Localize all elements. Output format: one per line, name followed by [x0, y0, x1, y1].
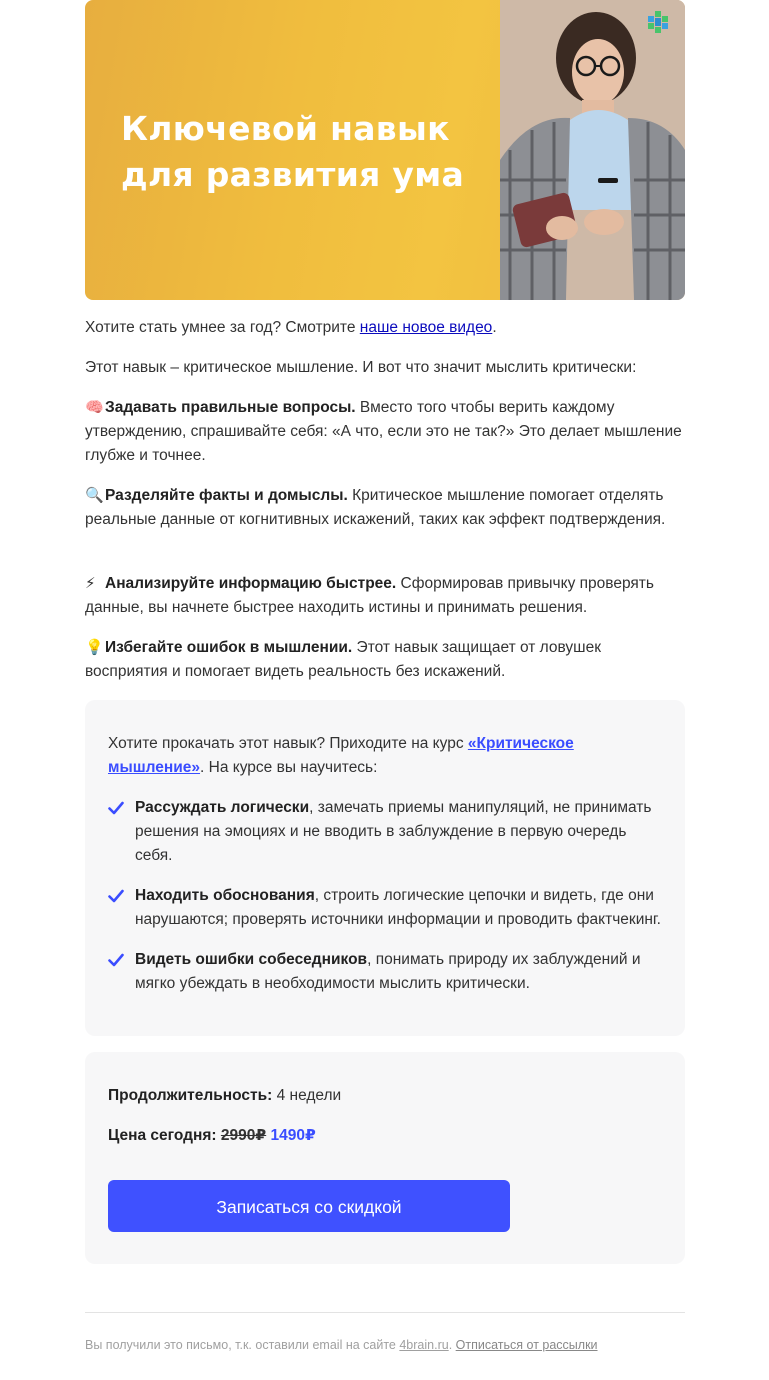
magnifier-icon: 🔍	[85, 487, 104, 504]
hero-title-line2: для развития ума	[121, 155, 465, 194]
checkmark-icon	[108, 889, 124, 903]
price-row	[108, 1124, 316, 1148]
point-facts	[85, 484, 685, 532]
point-text: Критическое мышление помогает отделять реальные данные от когнитивных искажений, таких как эффект подтверждения.	[85, 487, 666, 528]
lightning-icon: ⚡	[85, 575, 96, 592]
pricing-box	[85, 1052, 685, 1264]
point-analyze	[85, 572, 685, 620]
point-title: Задавать правильные вопросы.	[105, 399, 356, 416]
footer-text: Вы получили это письмо, т.к. оставили email на сайте	[85, 1338, 400, 1352]
intro-text-end: .	[492, 319, 497, 336]
footer	[85, 1336, 685, 1354]
hero-title	[121, 106, 464, 198]
course-item	[108, 796, 663, 868]
hero-banner[interactable]	[85, 0, 685, 300]
course-box	[85, 700, 685, 1036]
enroll-discount-button[interactable]: Записаться со скидкой	[108, 1180, 510, 1232]
point-text: Вместо того чтобы верить каждому утверждению, спрашивайте себя: «А что, если это не так?» Это делает мышление глубже и точнее.	[85, 399, 682, 464]
point-title: Избегайте ошибок в мышлении.	[105, 639, 353, 656]
email-body	[85, 0, 685, 1352]
course-link[interactable]: «Критическое мышление»	[108, 735, 574, 776]
checkmark-icon	[108, 953, 124, 967]
point-questions	[85, 396, 685, 468]
course-item-text: , строить логические цепочки и видеть, где они нарушаются; проверять источники информации и проводить фактчекинг.	[135, 887, 661, 928]
intro-paragraph	[85, 316, 685, 340]
course-item-text: , понимать природу их заблуждений и мягко убеждать в необходимости мыслить критически.	[135, 951, 641, 992]
site-link[interactable]: 4brain.ru	[399, 1338, 449, 1352]
brain-icon: 🧠	[85, 399, 104, 416]
intro-text: Хотите стать умнее за год? Смотрите	[85, 319, 360, 336]
brand-logo-icon	[646, 10, 670, 34]
course-item-text: , замечать приемы манипуляций, не принимать решения на эмоциях и не вводить в заблуждение в первую очередь себя.	[135, 799, 652, 864]
course-item-title: Находить обоснования	[135, 887, 315, 904]
course-intro-end: . На курсе вы научитесь:	[200, 759, 378, 776]
course-intro	[108, 732, 663, 780]
new-price: 1490₽	[270, 1127, 316, 1144]
course-item-title: Видеть ошибки собеседников	[135, 951, 368, 968]
footer-divider	[85, 1312, 685, 1313]
duration-label: Продолжительность:	[108, 1087, 273, 1104]
hero-title-line1: Ключевой навык	[121, 109, 450, 148]
point-title: Разделяйте факты и домыслы.	[105, 487, 348, 504]
duration-value: 4 недели	[272, 1087, 342, 1104]
presenter-photo	[500, 0, 685, 300]
unsubscribe-link[interactable]: Отписаться от рассылки	[455, 1338, 598, 1352]
course-intro-text: Хотите прокачать этот навык? Приходите на курс	[108, 735, 468, 752]
price-label: Цена сегодня:	[108, 1127, 217, 1144]
old-price: 2990₽	[220, 1127, 267, 1144]
point-title: Анализируйте информацию быстрее.	[105, 575, 397, 592]
footer-separator: .	[448, 1338, 456, 1352]
course-item-title: Рассуждать логически	[135, 799, 310, 816]
duration-row	[108, 1084, 341, 1108]
lightbulb-icon: 💡	[85, 639, 104, 656]
point-errors	[85, 636, 685, 684]
course-item	[108, 884, 663, 932]
course-item	[108, 948, 663, 996]
point-text: Этот навык защищает от ловушек восприятия и помогает видеть реальность без искажений.	[85, 639, 601, 680]
point-text: Сформировав привычку проверять данные, вы начнете быстрее находить истины и принимать решения.	[85, 575, 654, 616]
checkmark-icon	[108, 801, 124, 815]
new-video-link[interactable]: наше новое видео	[359, 319, 493, 336]
skill-paragraph: Этот навык – критическое мышление. И вот что значит мыслить критически:	[85, 359, 637, 376]
